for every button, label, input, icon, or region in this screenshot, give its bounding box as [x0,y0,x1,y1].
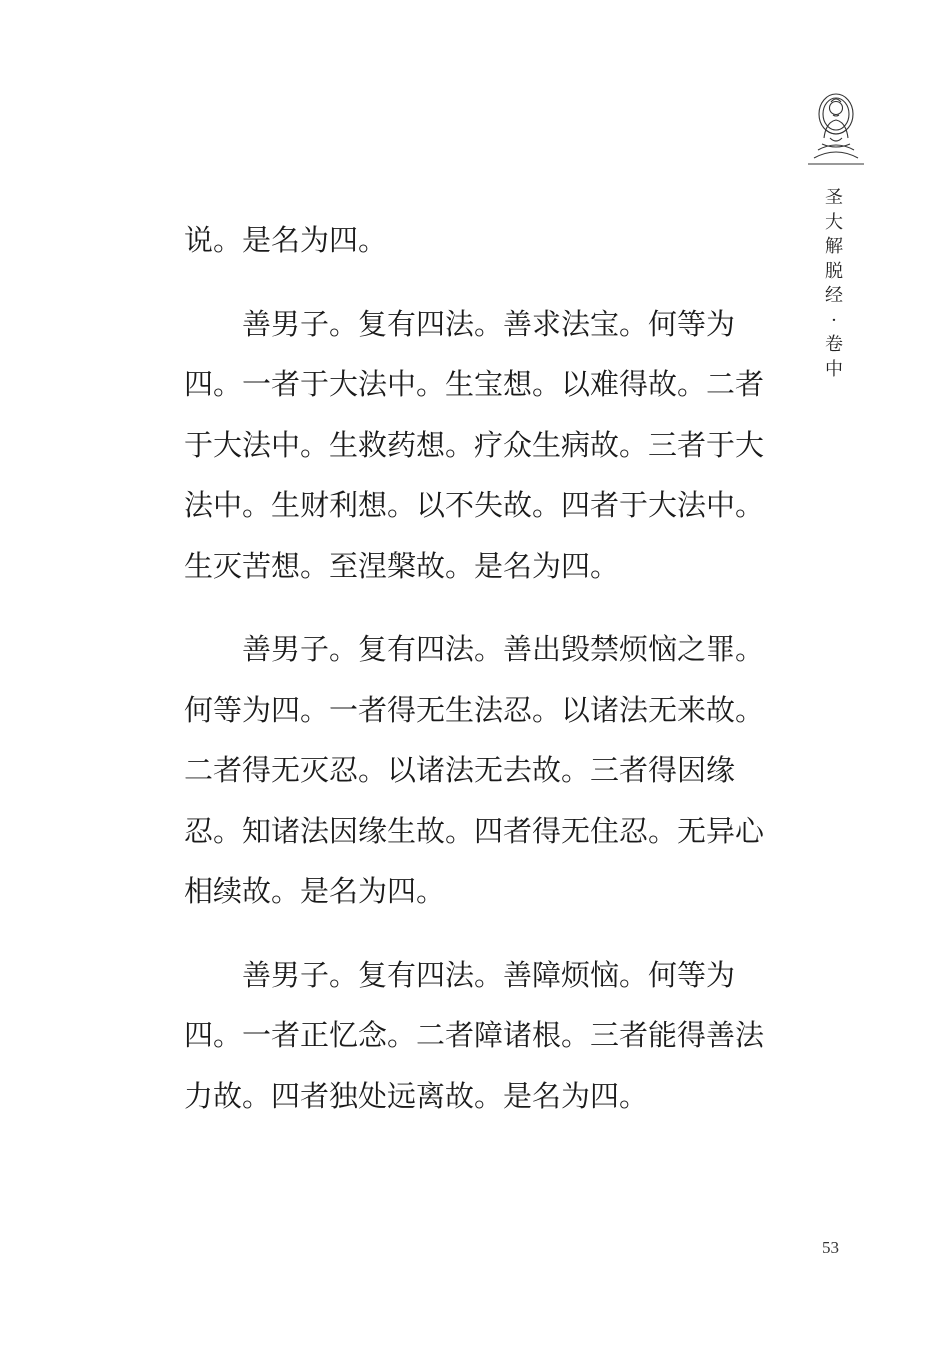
text-line: 相续故。是名为四。 [184,874,446,908]
text-line: 善男子。复有四法。善求法宝。何等为 [242,306,736,341]
running-head-char: 卷 [825,334,843,355]
paragraph [184,294,764,597]
running-head-char: 脱 [825,260,843,282]
text-line: 何等为四。一者得无生法忍。以诸法无来故。 [184,692,765,727]
running-head-char: 中 [825,358,843,380]
running-head-char: 圣 [825,187,843,208]
seated-buddha-icon [800,88,872,168]
text-line: 二者得无灭忍。以诸法无去故。三者得因缘 [184,753,736,787]
running-head-char: 大 [825,211,843,233]
text-line: 法中。生财利想。以不失故。四者于大法中。 [184,488,765,522]
text-line: 忍。知诸法因缘生故。四者得无住忍。无异心 [184,813,765,848]
text-line: 四。一者于大法中。生宝想。以难得故。二者 [184,367,765,401]
paragraph [184,619,764,922]
paragraph [184,945,764,1127]
text-line: 生灭苦想。至涅槃故。是名为四。 [184,548,620,583]
text-line: 善男子。复有四法。善障烦恼。何等为 [242,957,736,992]
running-head [822,186,846,382]
paragraph [184,210,764,271]
running-head-char: · [831,309,837,331]
text-line: 四。一者正忆念。二者障诸根。三者能得善法 [184,1018,765,1052]
text-line: 力故。四者独处远离故。是名为四。 [184,1078,649,1113]
text-line: 说。是名为四。 [184,223,388,257]
running-head-char: 经 [825,285,843,306]
text-line: 于大法中。生救药想。疗众生病故。三者于大 [184,427,765,462]
page-number: 53 [822,1238,839,1257]
body-text [184,210,764,1149]
running-head-char: 解 [825,236,843,257]
text-line: 善男子。复有四法。善出毁禁烦恼之罪。 [242,632,765,666]
